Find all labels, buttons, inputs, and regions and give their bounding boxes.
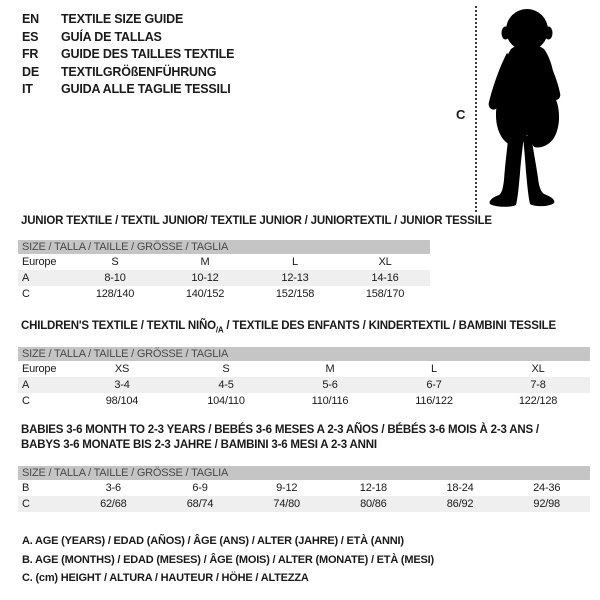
column-header: L	[431, 363, 437, 376]
table-cell: 62/68	[100, 498, 127, 510]
table-header-row	[18, 361, 590, 377]
section-title	[21, 320, 590, 336]
language-code: DE	[22, 64, 39, 79]
table-row-a	[18, 270, 430, 286]
table-cell: 24-36	[533, 482, 561, 494]
language-legend	[22, 11, 234, 99]
table-cell: 140/152	[185, 288, 225, 300]
section-title-subscript: /A	[215, 325, 224, 335]
table-cell: 128/140	[95, 288, 135, 300]
language-code: ES	[22, 29, 39, 44]
row-label: A	[22, 272, 30, 284]
table-cell: 98/104	[105, 395, 139, 408]
size-header-bar: SIZE / TALLA / TAILLE / GRÖSSE / TAGLIA	[18, 466, 590, 480]
baby-silhouette-image	[478, 6, 578, 210]
section-title-line2: BABYS 3-6 MONATE BIS 2-3 JAHRE / BAMBINI 3-6 MESI A 2-3 ANNI	[21, 438, 377, 451]
table-cell: 152/158	[275, 288, 315, 300]
table-cell: 6-9	[192, 482, 208, 494]
language-row-fr	[22, 46, 234, 64]
language-row-es	[22, 29, 234, 47]
language-code: FR	[22, 47, 39, 62]
language-code: IT	[22, 82, 33, 97]
table-cell: 12-18	[359, 482, 387, 494]
table-cell: 116/122	[415, 395, 453, 408]
row-label: B	[22, 482, 30, 494]
footnote-c: C. (cm) HEIGHT / ALTURA / HAUTEUR / HÖHE / ALTEZZA	[22, 572, 309, 585]
region-label: Europe	[22, 256, 57, 268]
row-label: A	[22, 379, 30, 392]
table-cell: 7-8	[530, 379, 546, 392]
row-label: C	[22, 395, 30, 408]
section-junior-textile	[18, 215, 492, 302]
table-row-a	[18, 377, 590, 393]
column-header: S	[111, 256, 119, 268]
table-cell: 6-7	[426, 379, 442, 392]
table-cell: 158/170	[365, 288, 405, 300]
size-header-bar: SIZE / TALLA / TAILLE / GRÖSSE / TAGLIA	[18, 240, 430, 254]
table-cell: 68/74	[186, 498, 214, 510]
column-header: XL	[378, 256, 392, 268]
table-cell: 80/86	[360, 498, 387, 510]
table-cell: 104/110	[207, 395, 245, 408]
language-row-it	[22, 81, 234, 99]
table-cell: 12-13	[281, 272, 309, 284]
row-label: C	[22, 498, 30, 510]
table-row-c	[18, 286, 430, 302]
language-row-en	[22, 11, 234, 29]
footnotes	[22, 532, 434, 588]
height-measure-line	[475, 6, 477, 212]
section-title: JUNIOR TEXTILE / TEXTIL JUNIOR/ TEXTILE JUNIOR / JUNIORTEXTIL / JUNIOR TESSILE	[21, 215, 492, 227]
table-cell: 5-6	[322, 379, 338, 392]
language-row-de	[22, 64, 234, 82]
table-cell: 3-4	[114, 379, 130, 392]
table-cell: 14-16	[371, 272, 399, 284]
language-label: GUÍA DE TALLAS	[61, 29, 162, 44]
column-header: M	[325, 363, 335, 376]
table-cell: 10-12	[191, 272, 219, 284]
row-label: C	[22, 288, 30, 300]
column-header: L	[292, 256, 298, 268]
table-cell: 92/98	[533, 498, 560, 510]
language-label: TEXTILGRÖßENFÜHRUNG	[61, 64, 217, 79]
table-header-row	[18, 254, 430, 270]
table-cell: 122/128	[518, 395, 558, 408]
table-row-b	[18, 480, 590, 496]
section-babies-textile	[18, 423, 590, 512]
column-header: M	[200, 256, 210, 268]
height-measure-label: C	[456, 107, 466, 122]
table-row-c	[18, 393, 590, 409]
section-childrens-textile	[18, 320, 590, 409]
language-code: EN	[22, 12, 39, 26]
size-header-bar: SIZE / TALLA / TAILLE / GRÖSSE / TAGLIA	[18, 347, 590, 361]
table-cell: 4-5	[218, 379, 234, 392]
table-cell: 74/80	[273, 498, 300, 510]
table-cell: 86/92	[446, 498, 474, 510]
section-title-text: CHILDREN'S TEXTILE / TEXTIL NIÑO	[21, 320, 216, 332]
footnote-b: B. AGE (MONTHS) / EDAD (MESES) / ÂGE (MOIS) / ALTER (MONATE) / ETÀ (MESI)	[22, 553, 434, 566]
column-header: XS	[114, 363, 130, 376]
column-header: S	[222, 363, 230, 376]
section-title-line1: BABIES 3-6 MONTH TO 2-3 YEARS / BEBÉS 3-6 MESES A 2-3 AÑOS / BÉBÉS 3-6 MOIS À 2-3 ANS /	[21, 424, 539, 436]
table-cell: 18-24	[446, 482, 474, 494]
language-label: TEXTILE SIZE GUIDE	[61, 12, 184, 26]
table-cell: 9-12	[276, 482, 298, 494]
table-cell: 8-10	[104, 272, 126, 284]
footnote-a: A. AGE (YEARS) / EDAD (AÑOS) / ÂGE (ANS) / ALTER (JAHRE) / ETÀ (ANNI)	[22, 535, 404, 547]
table-cell: 3-6	[105, 482, 121, 494]
table-cell: 110/116	[311, 395, 349, 408]
section-title-text: / TEXTILE DES ENFANTS / KINDERTEXTIL / BAMBINI TESSILE	[223, 320, 556, 332]
column-header: XL	[531, 363, 545, 376]
section-title	[21, 423, 590, 452]
language-label: GUIDE DES TAILLES TEXTILE	[61, 47, 235, 62]
region-label: Europe	[22, 363, 57, 376]
table-row-c	[18, 496, 590, 512]
language-label: GUIDA ALLE TAGLIE TESSILI	[61, 82, 231, 97]
